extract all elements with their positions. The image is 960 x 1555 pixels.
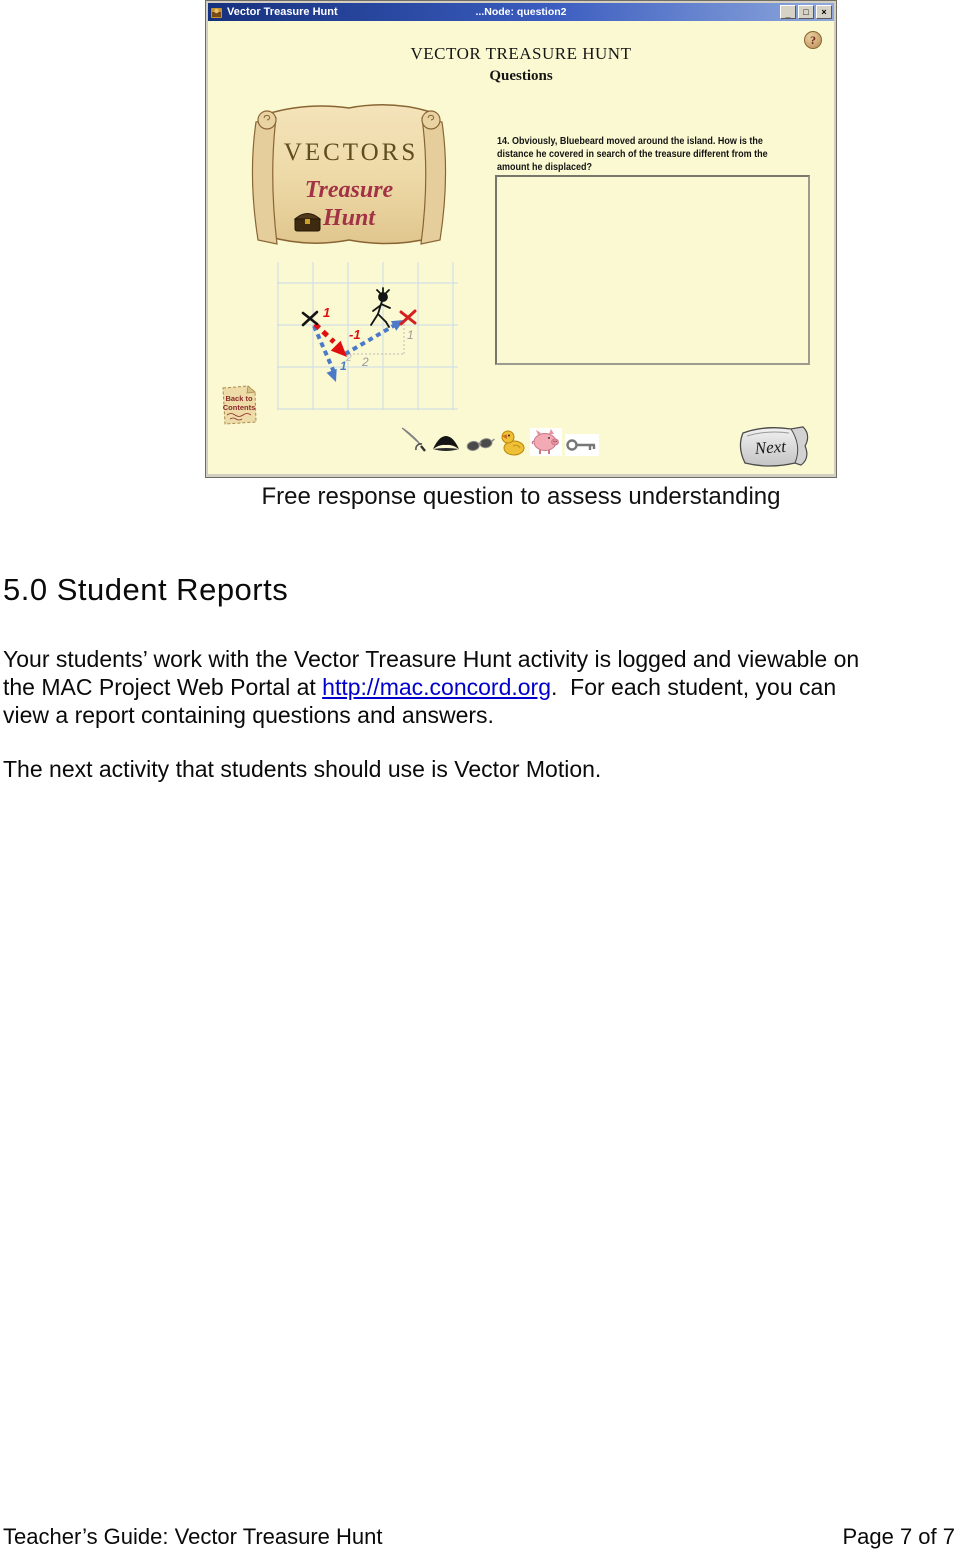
key-icon bbox=[565, 434, 599, 456]
paragraph-next-activity: The next activity that students should use is Vector Motion. bbox=[3, 756, 602, 782]
figure-caption: Free response question to assess understanding bbox=[261, 483, 781, 510]
vectors-scroll-image bbox=[243, 98, 455, 252]
close-icon: × bbox=[821, 7, 827, 17]
scroll-subtitle-2: Hunt bbox=[322, 205, 376, 231]
paragraph-line: view a report containing questions and answers. bbox=[3, 702, 494, 728]
label-red-1: 1 bbox=[323, 305, 331, 320]
question-line-1: 14. Obviously, Bluebeard moved around the island. How is the bbox=[497, 136, 763, 147]
back-to-contents-button[interactable] bbox=[219, 384, 259, 426]
paragraph-text: . For each student, you can bbox=[551, 674, 837, 700]
window-controls bbox=[780, 5, 832, 19]
activity-subtitle: Questions bbox=[489, 68, 553, 84]
question-line-3: amount he displaced? bbox=[497, 162, 593, 173]
activity-title: VECTOR TREASURE HUNT bbox=[410, 44, 632, 63]
minimize-button[interactable] bbox=[780, 5, 796, 19]
maximize-icon: □ bbox=[803, 7, 809, 17]
red-arrowhead bbox=[331, 341, 347, 357]
scroll-title: VECTORS bbox=[283, 139, 419, 166]
maximize-button[interactable] bbox=[798, 5, 814, 19]
window-body bbox=[208, 21, 834, 474]
treasure-chest-icon bbox=[295, 214, 320, 232]
label-gray-1: 1 bbox=[407, 328, 414, 342]
back-label-2: Contents bbox=[222, 403, 256, 412]
sunglasses-icon bbox=[464, 432, 496, 456]
stick-figure bbox=[371, 288, 390, 327]
question-mark-icon: ? bbox=[810, 33, 816, 47]
footer-page-number: Page 7 of 7 bbox=[842, 1524, 955, 1549]
paragraph-line: Your students’ work with the Vector Treasure Hunt activity is logged and viewable on bbox=[3, 646, 860, 672]
next-label: Next bbox=[754, 436, 787, 458]
pig-icon bbox=[530, 428, 562, 456]
footer-title: Teacher’s Guide: Vector Treasure Hunt bbox=[3, 1524, 383, 1549]
mac-portal-link[interactable]: http://mac.concord.org bbox=[322, 674, 551, 700]
answer-textarea[interactable] bbox=[495, 175, 810, 365]
question-line-2: distance he covered in search of the treasure different from the bbox=[497, 149, 768, 160]
grid-lines bbox=[277, 262, 458, 410]
label-junction-2: 2 bbox=[346, 353, 352, 364]
vector-treasure-hunt-window bbox=[205, 0, 837, 478]
pirate-hat-icon bbox=[431, 430, 461, 456]
label-red-minus1: -1 bbox=[349, 327, 361, 342]
next-button[interactable] bbox=[735, 423, 813, 469]
section-heading: 5.0 Student Reports bbox=[3, 572, 289, 607]
treasure-icons-row bbox=[398, 426, 599, 456]
paragraph-line bbox=[3, 673, 859, 701]
window-title: Vector Treasure Hunt bbox=[227, 6, 338, 18]
back-label-1: Back to bbox=[225, 394, 253, 403]
minimize-icon: _ bbox=[785, 9, 791, 19]
paragraph-text: the MAC Project Web Portal at bbox=[3, 674, 323, 700]
page-footer bbox=[3, 1524, 955, 1550]
sword-icon bbox=[398, 426, 428, 456]
window-titlebar[interactable] bbox=[208, 3, 834, 21]
scroll-subtitle-1: Treasure bbox=[304, 177, 394, 203]
rubber-duck-icon bbox=[499, 426, 527, 456]
vector-diagram bbox=[277, 262, 458, 410]
treasure-x-mark bbox=[401, 311, 415, 324]
question-text bbox=[497, 135, 768, 174]
label-blue-1: 1 bbox=[340, 359, 347, 373]
start-x-mark bbox=[303, 312, 317, 325]
paragraph-student-reports bbox=[3, 645, 859, 729]
close-button[interactable] bbox=[816, 5, 832, 19]
window-node-label: ...Node: question2 bbox=[475, 6, 567, 18]
label-gray-2: 2 bbox=[362, 355, 369, 369]
app-icon bbox=[210, 6, 223, 19]
